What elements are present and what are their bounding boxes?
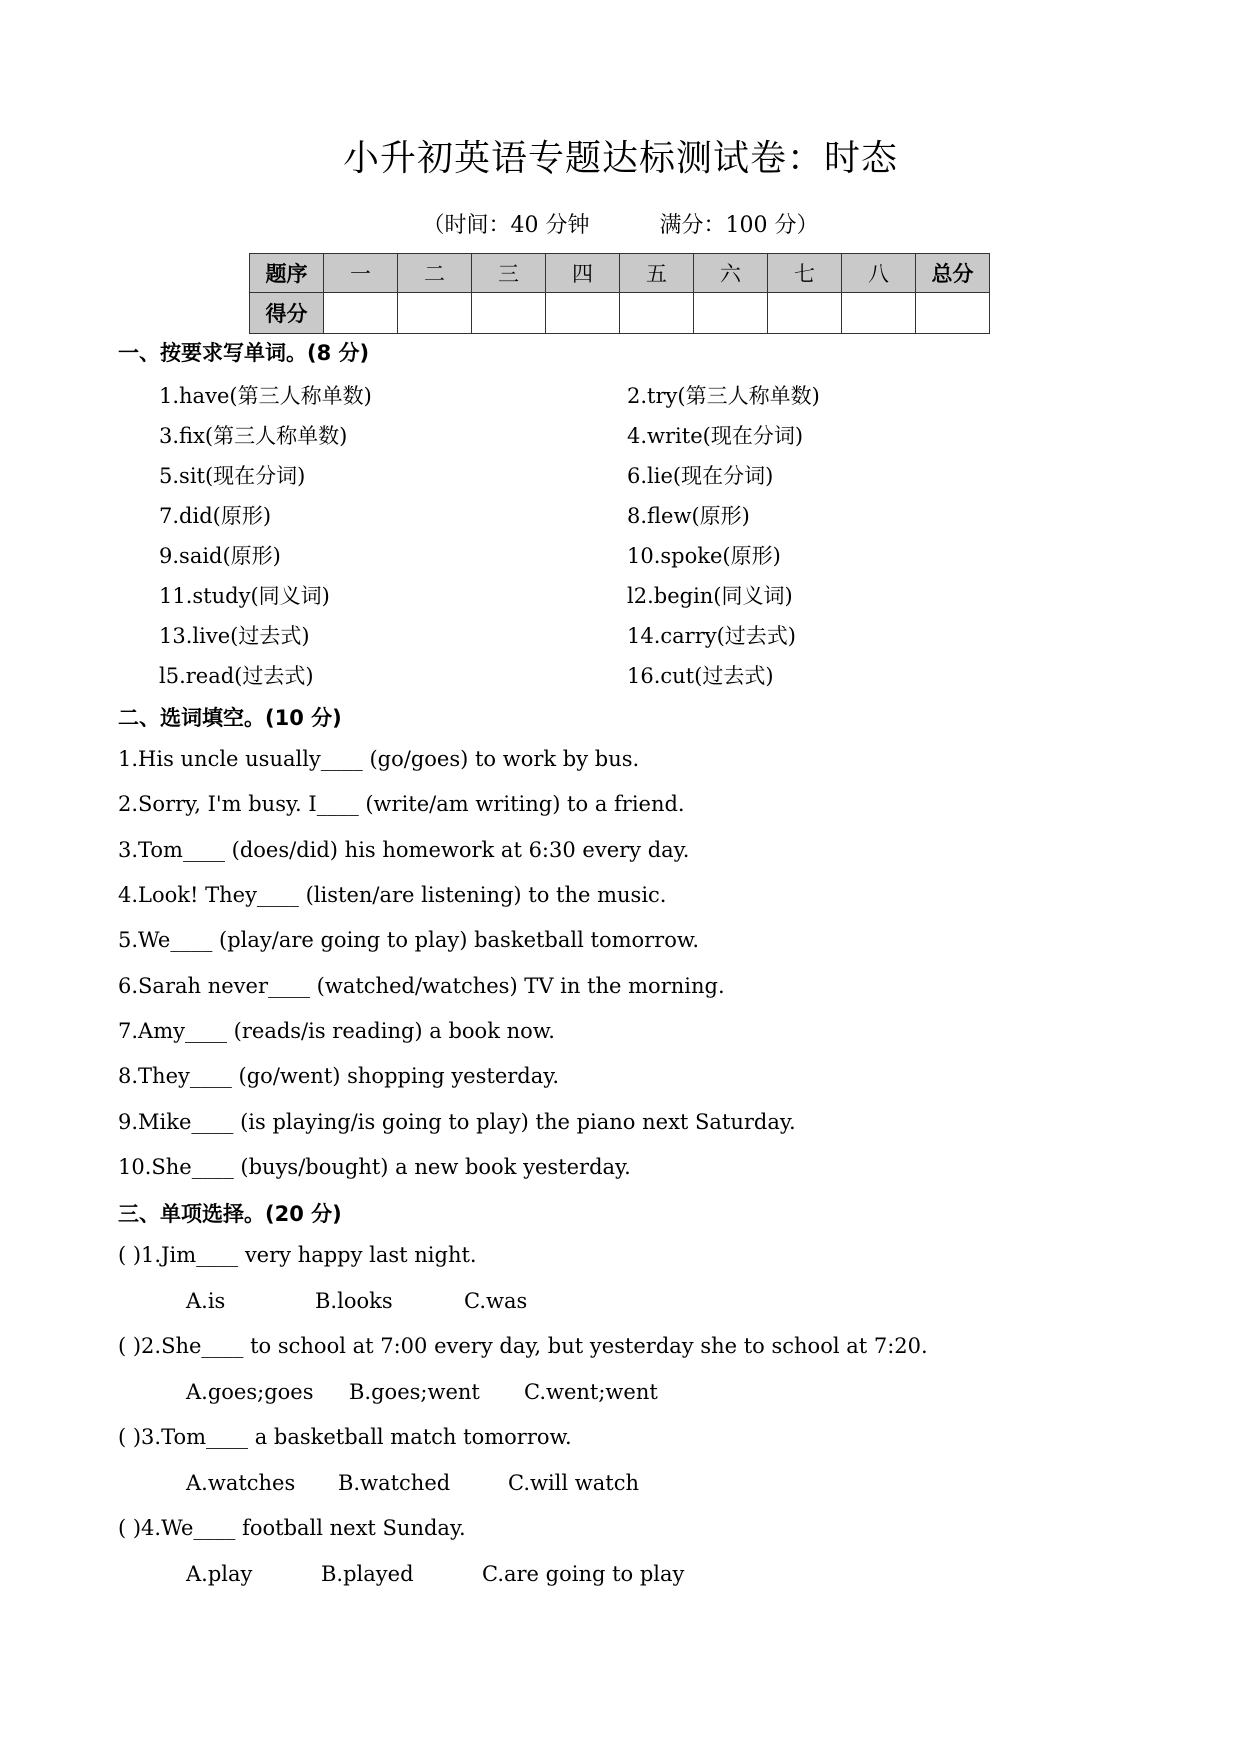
score-cell[interactable] bbox=[398, 293, 472, 334]
mc-question: ( )4.We____ football next Sunday. bbox=[118, 1516, 466, 1540]
fill-blank-item: 5.We____ (play/are going to play) basketball tomorrow. bbox=[118, 928, 700, 952]
word-item: 13.live(过去式) bbox=[159, 624, 310, 648]
word-item: 7.did(原形) bbox=[159, 504, 272, 528]
word-item: 5.sit(现在分词) bbox=[159, 464, 306, 488]
score-cell[interactable] bbox=[916, 293, 990, 334]
mc-option[interactable]: C.went;went bbox=[524, 1380, 658, 1404]
fill-blank-item: 2.Sorry, I'm busy. I____ (write/am writing) to a friend. bbox=[118, 792, 685, 816]
word-item: 1.have(第三人称单数) bbox=[159, 384, 372, 408]
score-header-cell: 一 bbox=[324, 254, 398, 293]
word-item: 11.study(同义词) bbox=[159, 584, 330, 608]
mc-option[interactable]: A.is bbox=[186, 1289, 226, 1313]
word-item: 2.try(第三人称单数) bbox=[627, 384, 820, 408]
score-cell[interactable] bbox=[694, 293, 768, 334]
score-table-header-row bbox=[250, 254, 990, 293]
section1-heading: 一、按要求写单词。(8 分) bbox=[118, 341, 370, 365]
word-item: 9.said(原形) bbox=[159, 544, 281, 568]
score-header-cell: 七 bbox=[768, 254, 842, 293]
section2-heading: 二、选词填空。(10 分) bbox=[118, 706, 342, 730]
mc-option[interactable]: C.are going to play bbox=[482, 1562, 685, 1586]
word-item: 14.carry(过去式) bbox=[627, 624, 797, 648]
word-item: l5.read(过去式) bbox=[159, 664, 314, 688]
fill-blank-item: 9.Mike____ (is playing/is going to play) the piano next Saturday. bbox=[118, 1110, 796, 1134]
word-item: 6.lie(现在分词) bbox=[627, 464, 774, 488]
score-header-cell: 三 bbox=[472, 254, 546, 293]
section3-heading: 三、单项选择。(20 分) bbox=[118, 1202, 342, 1226]
word-item: l2.begin(同义词) bbox=[627, 584, 793, 608]
mc-option[interactable]: B.played bbox=[321, 1562, 414, 1586]
fill-blank-item: 3.Tom____ (does/did) his homework at 6:30 every day. bbox=[118, 838, 690, 862]
score-cell[interactable] bbox=[324, 293, 398, 334]
fill-blank-item: 7.Amy____ (reads/is reading) a book now. bbox=[118, 1019, 555, 1043]
score-header-cell: 四 bbox=[546, 254, 620, 293]
score-cell[interactable] bbox=[472, 293, 546, 334]
score-cell[interactable] bbox=[768, 293, 842, 334]
mc-option[interactable]: A.play bbox=[186, 1562, 253, 1586]
score-table-score-row bbox=[250, 293, 990, 334]
mc-option[interactable]: A.goes;goes bbox=[186, 1380, 314, 1404]
mc-option[interactable]: B.watched bbox=[338, 1471, 451, 1495]
fill-blank-item: 4.Look! They____ (listen/are listening) to the music. bbox=[118, 883, 667, 907]
score-header-cell: 总分 bbox=[916, 254, 990, 293]
score-header-cell: 二 bbox=[398, 254, 472, 293]
mc-question: ( )2.She____ to school at 7:00 every day, but yesterday she to school at 7:20. bbox=[118, 1334, 928, 1358]
fill-blank-item: 6.Sarah never____ (watched/watches) TV in the morning. bbox=[118, 974, 725, 998]
exam-info: （时间：40 分钟 满分：100 分） bbox=[422, 213, 819, 238]
word-item: 4.write(现在分词) bbox=[627, 424, 804, 448]
word-item: 16.cut(过去式) bbox=[627, 664, 774, 688]
word-item: 8.flew(原形) bbox=[627, 504, 750, 528]
score-header-cell: 六 bbox=[694, 254, 768, 293]
score-cell[interactable] bbox=[546, 293, 620, 334]
mc-option[interactable]: B.looks bbox=[315, 1289, 393, 1313]
score-row-label: 得分 bbox=[250, 293, 324, 334]
fill-blank-item: 8.They____ (go/went) shopping yesterday. bbox=[118, 1064, 559, 1088]
word-item: 3.fix(第三人称单数) bbox=[159, 424, 348, 448]
fill-blank-item: 1.His uncle usually____ (go/goes) to work by bus. bbox=[118, 747, 640, 771]
mc-question: ( )1.Jim____ very happy last night. bbox=[118, 1243, 477, 1267]
mc-option[interactable]: C.was bbox=[464, 1289, 528, 1313]
word-item: 10.spoke(原形) bbox=[627, 544, 781, 568]
mc-option[interactable]: A.watches bbox=[186, 1471, 296, 1495]
score-cell[interactable] bbox=[842, 293, 916, 334]
score-header-cell: 题序 bbox=[250, 254, 324, 293]
mc-option[interactable]: B.goes;went bbox=[349, 1380, 480, 1404]
mc-option[interactable]: C.will watch bbox=[508, 1471, 640, 1495]
fill-blank-item: 10.She____ (buys/bought) a new book yesterday. bbox=[118, 1155, 631, 1179]
score-cell[interactable] bbox=[620, 293, 694, 334]
score-header-cell: 五 bbox=[620, 254, 694, 293]
score-table bbox=[249, 253, 990, 334]
mc-question: ( )3.Tom____ a basketball match tomorrow. bbox=[118, 1425, 572, 1449]
score-header-cell: 八 bbox=[842, 254, 916, 293]
page-title: 小升初英语专题达标测试卷：时态 bbox=[342, 138, 898, 179]
